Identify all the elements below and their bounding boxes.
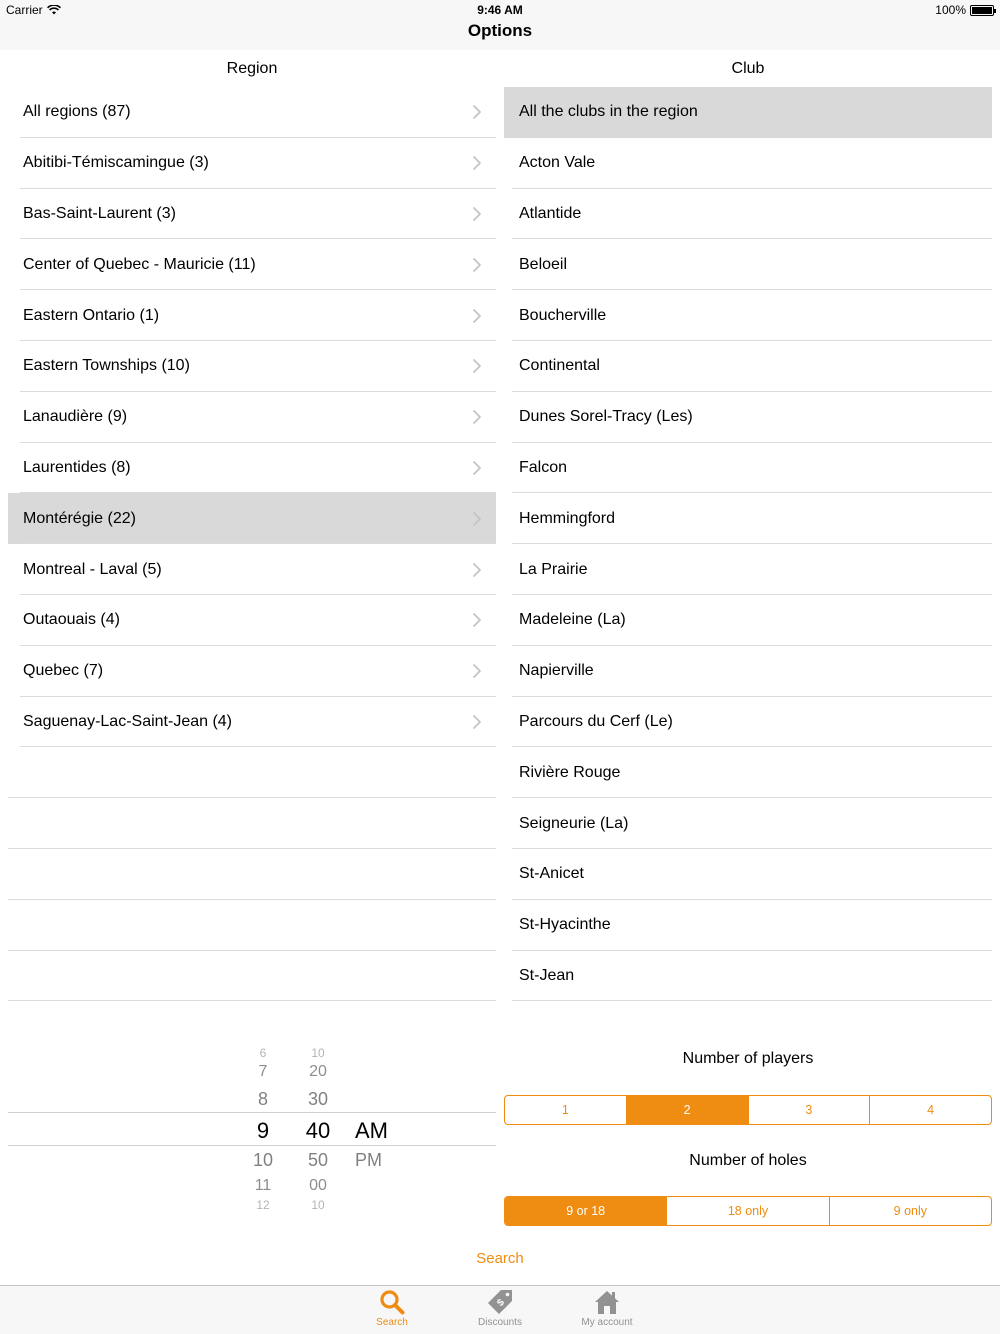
players-segmented-control[interactable] [504,1095,992,1125]
hour-wheel-item: 11 [254,1177,272,1194]
region-list [8,87,496,1001]
region-label: Montreal - Laval (5) [23,560,162,578]
hour-wheel-item: 6 [259,1046,267,1060]
region-row[interactable] [8,189,496,240]
region-row[interactable] [8,595,496,646]
club-row[interactable] [504,544,992,595]
region-row[interactable] [8,443,496,494]
region-row[interactable] [8,290,496,341]
hour-wheel-item: 12 [256,1198,270,1212]
club-label: Dunes Sorel-Tracy (Les) [519,408,693,426]
club-label: Beloeil [519,255,568,273]
holes-option[interactable]: 18 only [666,1197,828,1225]
club-label: La Prairie [519,560,588,578]
empty-row [8,900,496,951]
players-option[interactable]: 1 [561,1103,569,1117]
status-bar [0,0,1000,20]
minute-wheel-item: 30 [307,1089,329,1109]
hour-wheel-item: 7 [258,1063,268,1080]
region-label: All regions (87) [23,103,131,121]
club-row[interactable] [504,443,992,494]
svg-text:$: $ [495,1297,507,1309]
club-row[interactable] [504,392,992,443]
empty-row [8,849,496,900]
club-row[interactable] [504,189,992,240]
chevron-right-icon [472,663,482,679]
club-label: Atlantide [519,204,582,222]
club-row[interactable] [504,646,992,697]
club-label: All the clubs in the region [519,103,698,121]
club-label: St-Anicet [519,865,584,883]
minute-wheel-item: 10 [311,1046,325,1060]
chevron-right-icon [472,511,482,527]
tab-bar [0,1285,1000,1334]
carrier-label: Carrier [6,3,43,17]
chevron-right-icon [472,358,482,374]
club-row[interactable] [504,87,992,138]
players-option[interactable]: 2 [626,1096,748,1124]
holes-option[interactable]: 9 only [829,1197,991,1225]
region-label: Center of Quebec - Mauricie (11) [23,255,256,273]
hour-wheel-item: 10 [252,1150,274,1170]
club-list [504,87,992,1001]
tab-search-label: Search [376,1317,408,1328]
club-label: Napierville [519,662,594,680]
chevron-right-icon [472,257,482,273]
picker-selection-top-line [8,1112,496,1113]
minute-wheel-item: 20 [309,1063,327,1080]
region-row[interactable] [8,138,496,189]
chevron-right-icon [472,409,482,425]
region-label: Montérégie (22) [23,509,136,527]
club-label: Acton Vale [519,154,596,172]
empty-row [8,798,496,849]
search-button[interactable]: Search [476,1250,524,1267]
tab-discounts[interactable] [460,1288,540,1328]
region-label: Laurentides (8) [23,458,131,476]
ampm-wheel-item: PM [355,1150,382,1170]
club-row[interactable] [504,290,992,341]
club-label: St-Jean [519,966,575,984]
club-label: Continental [519,357,600,375]
battery-percent: 100% [935,3,966,17]
search-icon [378,1288,406,1316]
region-panel [8,50,496,1001]
picker-selection-bottom-line [8,1145,496,1146]
club-row[interactable] [504,951,992,1002]
hour-wheel-item: 9 [256,1118,270,1143]
chevron-right-icon [472,612,482,628]
date-time-picker[interactable] [8,1040,496,1212]
battery-icon [970,5,994,16]
holes-option[interactable]: 9 or 18 [505,1197,666,1225]
battery-info [935,3,994,17]
club-row[interactable] [504,697,992,748]
club-row[interactable] [504,849,992,900]
region-row[interactable] [8,341,496,392]
minute-wheel-item: 50 [307,1150,329,1170]
holes-label: Number of holes [689,1152,807,1169]
status-time: 9:46 AM [477,3,523,17]
club-label: Madeleine (La) [519,611,626,629]
tab-my-account[interactable] [567,1288,647,1328]
players-label: Number of players [682,1050,814,1067]
navigation-bar [0,20,1000,50]
region-header: Region [226,60,278,77]
club-panel [504,50,992,1001]
chevron-right-icon [472,308,482,324]
minute-wheel-item: 10 [311,1198,325,1212]
price-tag-icon [486,1288,514,1316]
ampm-wheel-item: AM [355,1118,388,1143]
players-option[interactable]: 3 [748,1096,870,1124]
house-icon [593,1288,621,1316]
empty-row [8,951,496,1002]
region-label: Bas-Saint-Laurent (3) [23,204,176,222]
club-label: Seigneurie (La) [519,814,629,832]
tab-search[interactable] [352,1288,432,1328]
club-row[interactable] [504,900,992,951]
region-label: Saguenay-Lac-Saint-Jean (4) [23,712,233,730]
region-label: Outaouais (4) [23,611,120,629]
region-row[interactable] [8,697,496,748]
region-label: Lanaudière (9) [23,408,128,426]
chevron-right-icon [472,714,482,730]
club-row[interactable] [504,138,992,189]
club-label: Rivière Rouge [519,763,621,781]
region-label: Quebec (7) [23,662,104,680]
region-row[interactable] [8,646,496,697]
region-row[interactable] [8,544,496,595]
club-header: Club [731,60,765,77]
tab-my-account-label: My account [581,1317,633,1328]
chevron-right-icon [472,562,482,578]
players-option[interactable]: 4 [869,1096,991,1124]
club-label: Falcon [519,458,568,476]
region-label: Abitibi-Témiscamingue (3) [23,154,209,172]
club-label: Parcours du Cerf (Le) [519,712,673,730]
club-row[interactable] [504,747,992,798]
region-row[interactable] [8,392,496,443]
region-row[interactable] [8,87,496,138]
club-row[interactable] [504,595,992,646]
chevron-right-icon [472,460,482,476]
region-label: Eastern Ontario (1) [23,306,160,324]
club-row[interactable] [504,239,992,290]
club-row[interactable] [504,341,992,392]
minute-wheel-item: 40 [305,1118,331,1143]
minute-wheel-item: 00 [309,1177,327,1194]
hour-wheel-item: 8 [257,1089,268,1109]
chevron-right-icon [472,104,482,120]
holes-segmented-control[interactable] [504,1196,992,1226]
region-label: Eastern Townships (10) [23,357,190,375]
club-label: Hemmingford [519,509,616,527]
chevron-right-icon [472,206,482,222]
chevron-right-icon [472,155,482,171]
tab-discounts-label: Discounts [478,1317,522,1328]
empty-row [8,747,496,798]
club-label: St-Hyacinthe [519,916,611,934]
club-label: Boucherville [519,306,607,324]
region-row[interactable] [8,493,496,544]
region-row[interactable] [8,239,496,290]
club-row[interactable] [504,798,992,849]
page-title: Options [467,21,533,40]
club-row[interactable] [504,493,992,544]
